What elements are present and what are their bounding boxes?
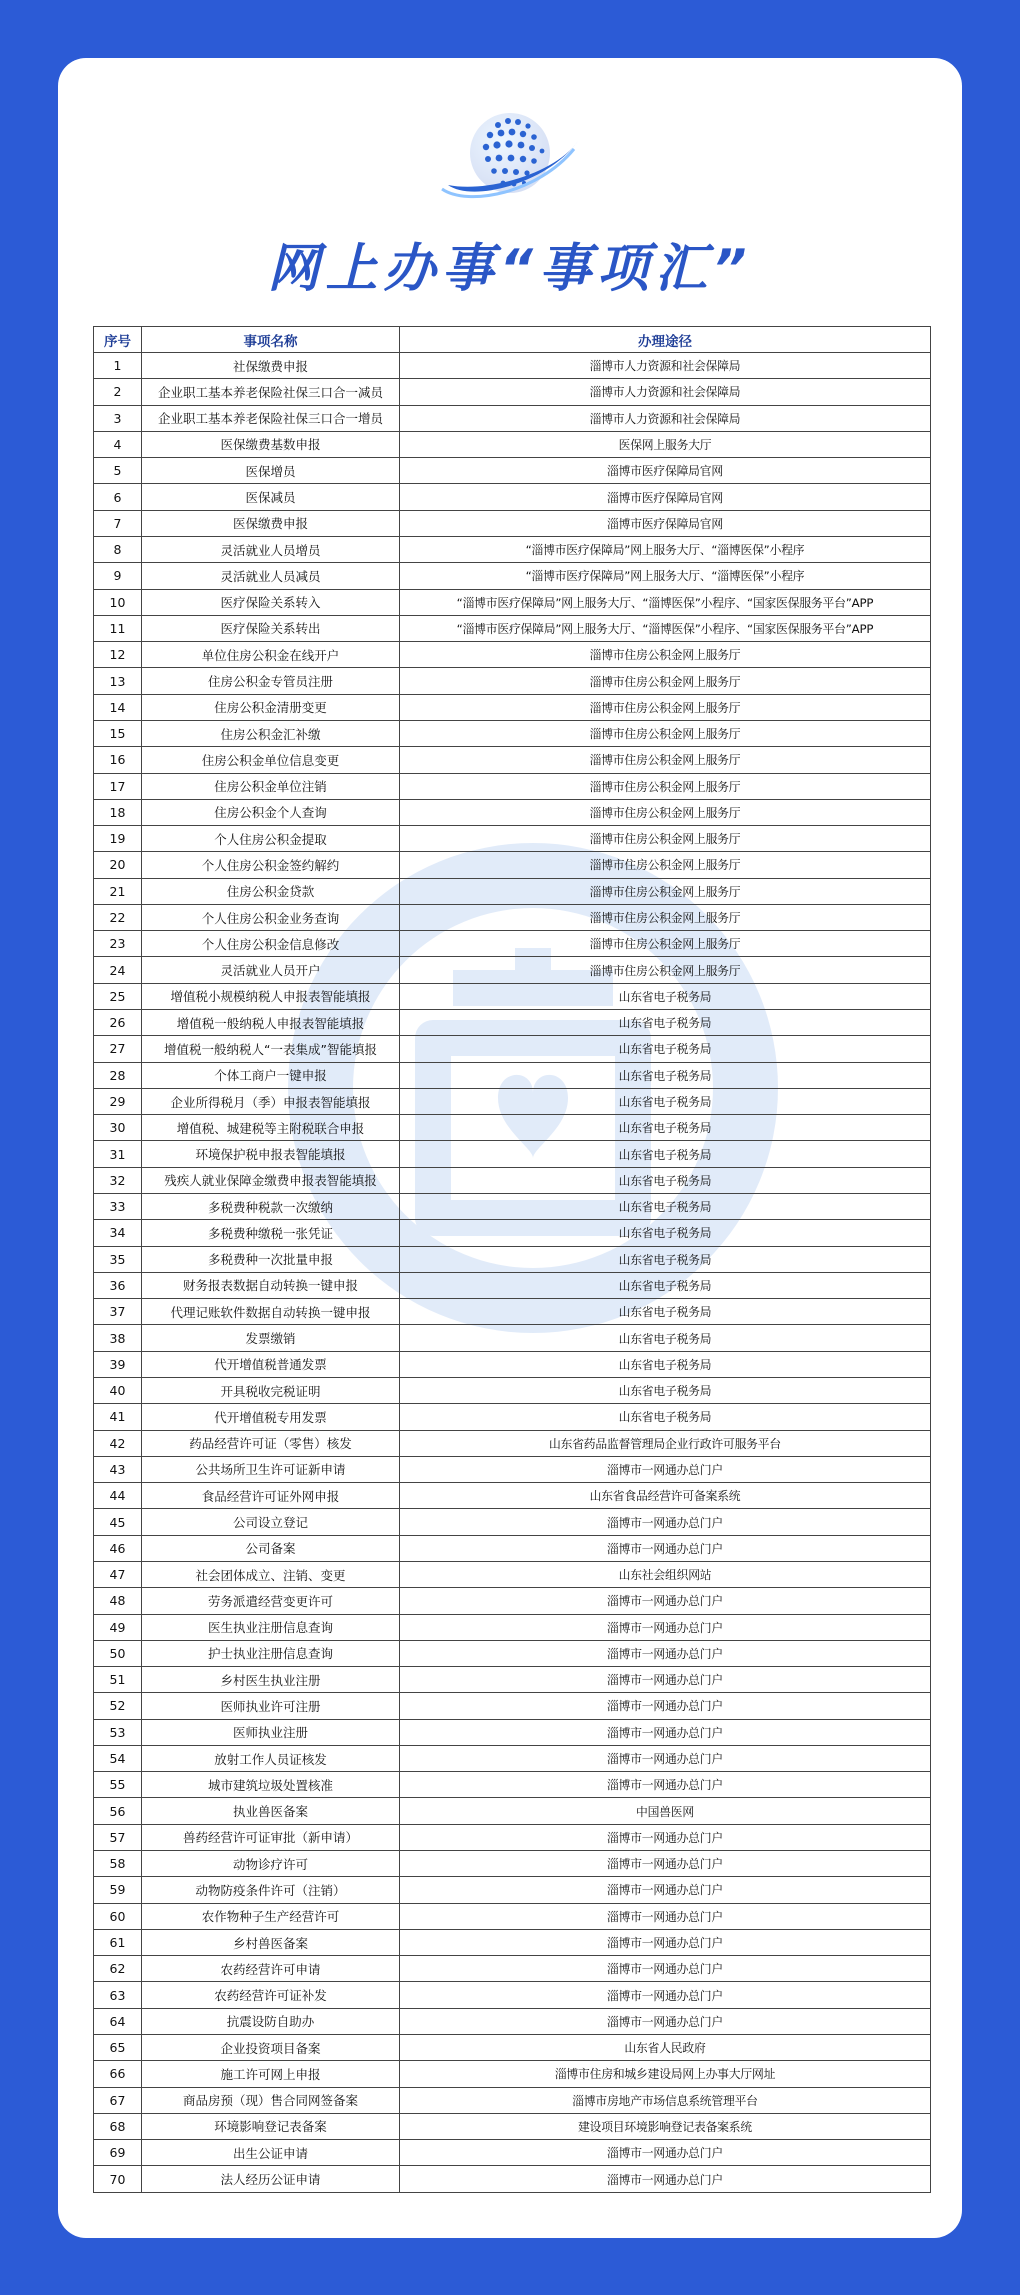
row-index: 47	[94, 1561, 142, 1587]
row-item-name: 发票缴销	[142, 1325, 400, 1351]
row-route: 淄博市一网通办总门户	[400, 1456, 931, 1482]
row-route: 淄博市一网通办总门户	[400, 1509, 931, 1535]
table-row	[94, 2166, 931, 2193]
table-row	[94, 957, 931, 983]
row-item-name: 多税费种税款一次缴纳	[142, 1194, 400, 1220]
row-item-name: 医疗保险关系转出	[142, 615, 400, 641]
row-route: 淄博市医疗保障局官网	[400, 458, 931, 484]
table-row	[94, 2061, 931, 2087]
row-route: 淄博市住房公积金网上服务厅	[400, 773, 931, 799]
row-index: 45	[94, 1509, 142, 1535]
table-row	[94, 878, 931, 904]
table-row	[94, 1430, 931, 1456]
row-item-name: 灵活就业人员增员	[142, 536, 400, 562]
row-route: 淄博市住房公积金网上服务厅	[400, 720, 931, 746]
row-index: 62	[94, 1956, 142, 1982]
row-route: 山东省电子税务局	[400, 1246, 931, 1272]
table-row	[94, 405, 931, 431]
row-item-name: 乡村兽医备案	[142, 1929, 400, 1955]
row-item-name: 公司设立登记	[142, 1509, 400, 1535]
row-item-name: 单位住房公积金在线开户	[142, 642, 400, 668]
table-row	[94, 1640, 931, 1666]
row-route: “淄博市医疗保障局”网上服务大厅、“淄博医保”小程序	[400, 563, 931, 589]
table-row	[94, 1220, 931, 1246]
table-row	[94, 1745, 931, 1771]
row-item-name: 灵活就业人员减员	[142, 563, 400, 589]
row-item-name: 城市建筑垃圾处置核准	[142, 1772, 400, 1798]
row-route: 建设项目环境影响登记表备案系统	[400, 2113, 931, 2139]
table-row	[94, 720, 931, 746]
row-route: 淄博市住房公积金网上服务厅	[400, 642, 931, 668]
page-title: 网上办事“事项汇”	[267, 239, 753, 299]
row-route: 山东省电子税务局	[400, 1036, 931, 1062]
row-index: 38	[94, 1325, 142, 1351]
row-item-name: 商品房预（现）售合同网签备案	[142, 2087, 400, 2113]
row-route: 淄博市住房公积金网上服务厅	[400, 799, 931, 825]
table-row	[94, 536, 931, 562]
row-item-name: 企业职工基本养老保险社保三口合一减员	[142, 379, 400, 405]
row-item-name: 动物防疫条件许可（注销）	[142, 1877, 400, 1903]
row-item-name: 兽药经营许可证审批（新申请）	[142, 1824, 400, 1850]
row-index: 21	[94, 878, 142, 904]
row-route: 山东省电子税务局	[400, 1351, 931, 1377]
table-row	[94, 379, 931, 405]
table-row	[94, 1036, 931, 1062]
row-index: 6	[94, 484, 142, 510]
row-route: 淄博市一网通办总门户	[400, 1903, 931, 1929]
content-card	[58, 58, 962, 2238]
table-row	[94, 747, 931, 773]
row-item-name: 公共场所卫生许可证新申请	[142, 1456, 400, 1482]
header-route: 办理途径	[400, 327, 931, 353]
globe-icon	[428, 103, 588, 213]
row-index: 4	[94, 431, 142, 457]
row-item-name: 残疾人就业保障金缴费申报表智能填报	[142, 1167, 400, 1193]
row-item-name: 药品经营许可证（零售）核发	[142, 1430, 400, 1456]
row-route: 淄博市人力资源和社会保障局	[400, 353, 931, 379]
row-item-name: 增值税一般纳税人申报表智能填报	[142, 1010, 400, 1036]
row-item-name: 企业职工基本养老保险社保三口合一增员	[142, 405, 400, 431]
row-route: 淄博市住房公积金网上服务厅	[400, 668, 931, 694]
row-index: 63	[94, 1982, 142, 2008]
table-row	[94, 1088, 931, 1114]
row-route: 淄博市住房公积金网上服务厅	[400, 747, 931, 773]
row-index: 31	[94, 1141, 142, 1167]
row-item-name: 法人经历公证申请	[142, 2166, 400, 2193]
row-index: 33	[94, 1194, 142, 1220]
row-item-name: 劳务派遣经营变更许可	[142, 1588, 400, 1614]
row-route: 淄博市一网通办总门户	[400, 1956, 931, 1982]
table-row	[94, 1194, 931, 1220]
table-row	[94, 1167, 931, 1193]
row-index: 9	[94, 563, 142, 589]
row-route: 山东社会组织网站	[400, 1561, 931, 1587]
row-route: 淄博市住房和城乡建设局网上办事大厅网址	[400, 2061, 931, 2087]
table-row	[94, 1982, 931, 2008]
table-row	[94, 1929, 931, 1955]
row-item-name: 医师执业注册	[142, 1719, 400, 1745]
row-route: 医保网上服务大厅	[400, 431, 931, 457]
table-row	[94, 668, 931, 694]
row-index: 50	[94, 1640, 142, 1666]
table-row	[94, 1404, 931, 1430]
row-route: 淄博市一网通办总门户	[400, 1588, 931, 1614]
table-body	[94, 353, 931, 2193]
row-route: 山东省电子税务局	[400, 1299, 931, 1325]
table-row	[94, 1877, 931, 1903]
row-item-name: 个人住房公积金信息修改	[142, 931, 400, 957]
row-route: 淄博市一网通办总门户	[400, 2166, 931, 2193]
row-route: 淄博市一网通办总门户	[400, 1982, 931, 2008]
row-route: 山东省电子税务局	[400, 1141, 931, 1167]
row-route: 山东省药品监督管理局企业行政许可服务平台	[400, 1430, 931, 1456]
table-row	[94, 1824, 931, 1850]
row-index: 32	[94, 1167, 142, 1193]
row-index: 25	[94, 983, 142, 1009]
row-route: 淄博市一网通办总门户	[400, 1824, 931, 1850]
row-route: 淄博市一网通办总门户	[400, 1693, 931, 1719]
row-item-name: 动物诊疗许可	[142, 1851, 400, 1877]
row-route: 山东省电子税务局	[400, 1194, 931, 1220]
table-row	[94, 1299, 931, 1325]
row-index: 29	[94, 1088, 142, 1114]
row-index: 1	[94, 353, 142, 379]
table-row	[94, 904, 931, 930]
row-index: 16	[94, 747, 142, 773]
row-index: 26	[94, 1010, 142, 1036]
table-row	[94, 484, 931, 510]
row-item-name: 增值税一般纳税人“一表集成”智能填报	[142, 1036, 400, 1062]
row-route: 淄博市住房公积金网上服务厅	[400, 852, 931, 878]
row-item-name: 农药经营许可申请	[142, 1956, 400, 1982]
row-index: 49	[94, 1614, 142, 1640]
row-item-name: 农药经营许可证补发	[142, 1982, 400, 2008]
row-item-name: 企业所得税月（季）申报表智能填报	[142, 1088, 400, 1114]
row-route: 淄博市一网通办总门户	[400, 1614, 931, 1640]
row-item-name: 医保增员	[142, 458, 400, 484]
row-route: 中国兽医网	[400, 1798, 931, 1824]
row-item-name: 增值税小规模纳税人申报表智能填报	[142, 983, 400, 1009]
row-item-name: 护士执业注册信息查询	[142, 1640, 400, 1666]
row-route: 淄博市一网通办总门户	[400, 2140, 931, 2166]
row-item-name: 个人住房公积金业务查询	[142, 904, 400, 930]
row-item-name: 代开增值税专用发票	[142, 1404, 400, 1430]
table-row	[94, 1010, 931, 1036]
row-index: 44	[94, 1483, 142, 1509]
row-route: 山东省电子税务局	[400, 1404, 931, 1430]
table-row	[94, 2113, 931, 2139]
table-row	[94, 510, 931, 536]
table-row	[94, 615, 931, 641]
table-row	[94, 983, 931, 1009]
table-row	[94, 2008, 931, 2034]
row-index: 42	[94, 1430, 142, 1456]
table-row	[94, 1798, 931, 1824]
row-item-name: 代理记账软件数据自动转换一键申报	[142, 1299, 400, 1325]
table-row	[94, 1246, 931, 1272]
table-row	[94, 1377, 931, 1403]
row-item-name: 医保减员	[142, 484, 400, 510]
table-row	[94, 589, 931, 615]
row-route: 淄博市一网通办总门户	[400, 1929, 931, 1955]
row-item-name: 医保缴费申报	[142, 510, 400, 536]
table-row	[94, 1351, 931, 1377]
row-route: 山东省人民政府	[400, 2035, 931, 2061]
row-index: 59	[94, 1877, 142, 1903]
row-route: 淄博市一网通办总门户	[400, 1719, 931, 1745]
table-row	[94, 773, 931, 799]
table-row	[94, 826, 931, 852]
row-route: 山东省电子税务局	[400, 1272, 931, 1298]
row-item-name: 医疗保险关系转入	[142, 589, 400, 615]
row-index: 30	[94, 1115, 142, 1141]
table-row	[94, 431, 931, 457]
row-route: 山东省电子税务局	[400, 1167, 931, 1193]
row-route: 山东省电子税务局	[400, 1088, 931, 1114]
table-row	[94, 1141, 931, 1167]
row-item-name: 乡村医生执业注册	[142, 1667, 400, 1693]
row-item-name: 个人住房公积金签约解约	[142, 852, 400, 878]
table-header-row	[94, 327, 931, 353]
table-row	[94, 1588, 931, 1614]
row-index: 55	[94, 1772, 142, 1798]
row-index: 48	[94, 1588, 142, 1614]
row-item-name: 公司备案	[142, 1535, 400, 1561]
row-index: 51	[94, 1667, 142, 1693]
row-item-name: 农作物种子生产经营许可	[142, 1903, 400, 1929]
row-route: 淄博市住房公积金网上服务厅	[400, 931, 931, 957]
row-route: 淄博市住房公积金网上服务厅	[400, 904, 931, 930]
row-index: 37	[94, 1299, 142, 1325]
table-row	[94, 852, 931, 878]
row-item-name: 住房公积金单位信息变更	[142, 747, 400, 773]
table-row	[94, 1614, 931, 1640]
row-item-name: 执业兽医备案	[142, 1798, 400, 1824]
row-index: 46	[94, 1535, 142, 1561]
row-route: 淄博市一网通办总门户	[400, 1877, 931, 1903]
row-route: 山东省电子税务局	[400, 1325, 931, 1351]
row-route: 山东省电子税务局	[400, 1062, 931, 1088]
row-route: 淄博市一网通办总门户	[400, 1667, 931, 1693]
row-route: 淄博市住房公积金网上服务厅	[400, 694, 931, 720]
row-index: 28	[94, 1062, 142, 1088]
table-row	[94, 1667, 931, 1693]
row-index: 7	[94, 510, 142, 536]
row-route: 淄博市人力资源和社会保障局	[400, 405, 931, 431]
row-index: 14	[94, 694, 142, 720]
table-row	[94, 1903, 931, 1929]
row-index: 52	[94, 1693, 142, 1719]
table-row	[94, 458, 931, 484]
row-index: 20	[94, 852, 142, 878]
table-row	[94, 1456, 931, 1482]
row-index: 2	[94, 379, 142, 405]
row-index: 17	[94, 773, 142, 799]
row-route: 淄博市一网通办总门户	[400, 1772, 931, 1798]
row-route: 山东省食品经营许可备案系统	[400, 1483, 931, 1509]
row-index: 22	[94, 904, 142, 930]
row-index: 15	[94, 720, 142, 746]
row-item-name: 个体工商户一键申报	[142, 1062, 400, 1088]
row-route: 山东省电子税务局	[400, 1010, 931, 1036]
row-index: 13	[94, 668, 142, 694]
row-index: 56	[94, 1798, 142, 1824]
row-route: “淄博市医疗保障局”网上服务大厅、“淄博医保”小程序	[400, 536, 931, 562]
table-row	[94, 1693, 931, 1719]
row-route: 山东省电子税务局	[400, 983, 931, 1009]
row-route: 山东省电子税务局	[400, 1115, 931, 1141]
row-item-name: 住房公积金专管员注册	[142, 668, 400, 694]
row-item-name: 抗震设防自助办	[142, 2008, 400, 2034]
row-index: 60	[94, 1903, 142, 1929]
table-row	[94, 1719, 931, 1745]
row-item-name: 放射工作人员证核发	[142, 1745, 400, 1771]
row-item-name: 施工许可网上申报	[142, 2061, 400, 2087]
row-index: 66	[94, 2061, 142, 2087]
table-row	[94, 1851, 931, 1877]
table-row	[94, 799, 931, 825]
row-item-name: 食品经营许可证外网申报	[142, 1483, 400, 1509]
row-route: “淄博市医疗保障局”网上服务大厅、“淄博医保”小程序、“国家医保服务平台”APP	[400, 589, 931, 615]
row-index: 65	[94, 2035, 142, 2061]
row-route: 淄博市一网通办总门户	[400, 2008, 931, 2034]
table-row	[94, 2035, 931, 2061]
service-table	[93, 326, 931, 2193]
row-index: 57	[94, 1824, 142, 1850]
row-index: 35	[94, 1246, 142, 1272]
row-item-name: 住房公积金个人查询	[142, 799, 400, 825]
row-index: 43	[94, 1456, 142, 1482]
row-index: 58	[94, 1851, 142, 1877]
row-item-name: 住房公积金汇补缴	[142, 720, 400, 746]
row-route: 淄博市住房公积金网上服务厅	[400, 826, 931, 852]
row-route: 山东省电子税务局	[400, 1377, 931, 1403]
row-index: 3	[94, 405, 142, 431]
table-row	[94, 1561, 931, 1587]
table-row	[94, 1062, 931, 1088]
row-index: 70	[94, 2166, 142, 2193]
row-route: “淄博市医疗保障局”网上服务大厅、“淄博医保”小程序、“国家医保服务平台”APP	[400, 615, 931, 641]
row-route: 淄博市住房公积金网上服务厅	[400, 878, 931, 904]
row-item-name: 住房公积金清册变更	[142, 694, 400, 720]
row-index: 39	[94, 1351, 142, 1377]
row-item-name: 多税费种一次批量申报	[142, 1246, 400, 1272]
row-item-name: 出生公证申请	[142, 2140, 400, 2166]
table-row	[94, 1325, 931, 1351]
header-item-name: 事项名称	[142, 327, 400, 353]
table-row	[94, 642, 931, 668]
row-index: 69	[94, 2140, 142, 2166]
row-item-name: 社保缴费申报	[142, 353, 400, 379]
row-index: 18	[94, 799, 142, 825]
row-index: 61	[94, 1929, 142, 1955]
row-item-name: 医生执业注册信息查询	[142, 1614, 400, 1640]
row-index: 34	[94, 1220, 142, 1246]
table-row	[94, 1115, 931, 1141]
row-route: 淄博市一网通办总门户	[400, 1535, 931, 1561]
row-route: 淄博市医疗保障局官网	[400, 510, 931, 536]
row-index: 19	[94, 826, 142, 852]
row-index: 68	[94, 2113, 142, 2139]
row-route: 淄博市人力资源和社会保障局	[400, 379, 931, 405]
row-index: 5	[94, 458, 142, 484]
row-index: 41	[94, 1404, 142, 1430]
table-row	[94, 563, 931, 589]
table-row	[94, 931, 931, 957]
row-route: 山东省电子税务局	[400, 1220, 931, 1246]
table-row	[94, 1956, 931, 1982]
row-route: 淄博市房地产市场信息系统管理平台	[400, 2087, 931, 2113]
row-item-name: 个人住房公积金提取	[142, 826, 400, 852]
row-item-name: 住房公积金单位注销	[142, 773, 400, 799]
table-row	[94, 353, 931, 379]
row-route: 淄博市一网通办总门户	[400, 1745, 931, 1771]
row-index: 12	[94, 642, 142, 668]
row-item-name: 财务报表数据自动转换一键申报	[142, 1272, 400, 1298]
row-index: 64	[94, 2008, 142, 2034]
row-item-name: 社会团体成立、注销、变更	[142, 1561, 400, 1587]
table-row	[94, 1535, 931, 1561]
row-route: 淄博市一网通办总门户	[400, 1640, 931, 1666]
table-row	[94, 1509, 931, 1535]
row-index: 24	[94, 957, 142, 983]
row-index: 67	[94, 2087, 142, 2113]
row-index: 11	[94, 615, 142, 641]
row-route: 淄博市一网通办总门户	[400, 1851, 931, 1877]
header-index: 序号	[94, 327, 142, 353]
row-index: 40	[94, 1377, 142, 1403]
row-item-name: 企业投资项目备案	[142, 2035, 400, 2061]
row-route: 淄博市住房公积金网上服务厅	[400, 957, 931, 983]
row-item-name: 医保缴费基数申报	[142, 431, 400, 457]
row-index: 23	[94, 931, 142, 957]
table-row	[94, 1272, 931, 1298]
row-index: 27	[94, 1036, 142, 1062]
row-item-name: 代开增值税普通发票	[142, 1351, 400, 1377]
table-row	[94, 2140, 931, 2166]
table-row	[94, 1483, 931, 1509]
row-item-name: 多税费种缴税一张凭证	[142, 1220, 400, 1246]
row-route: 淄博市医疗保障局官网	[400, 484, 931, 510]
row-index: 54	[94, 1745, 142, 1771]
row-item-name: 增值税、城建税等主附税联合申报	[142, 1115, 400, 1141]
table-row	[94, 1772, 931, 1798]
row-item-name: 环境保护税申报表智能填报	[142, 1141, 400, 1167]
row-index: 53	[94, 1719, 142, 1745]
row-index: 36	[94, 1272, 142, 1298]
row-item-name: 环境影响登记表备案	[142, 2113, 400, 2139]
row-item-name: 住房公积金贷款	[142, 878, 400, 904]
table-row	[94, 694, 931, 720]
row-item-name: 灵活就业人员开户	[142, 957, 400, 983]
row-item-name: 开具税收完税证明	[142, 1377, 400, 1403]
table-row	[94, 2087, 931, 2113]
row-index: 8	[94, 536, 142, 562]
row-index: 10	[94, 589, 142, 615]
row-item-name: 医师执业许可注册	[142, 1693, 400, 1719]
